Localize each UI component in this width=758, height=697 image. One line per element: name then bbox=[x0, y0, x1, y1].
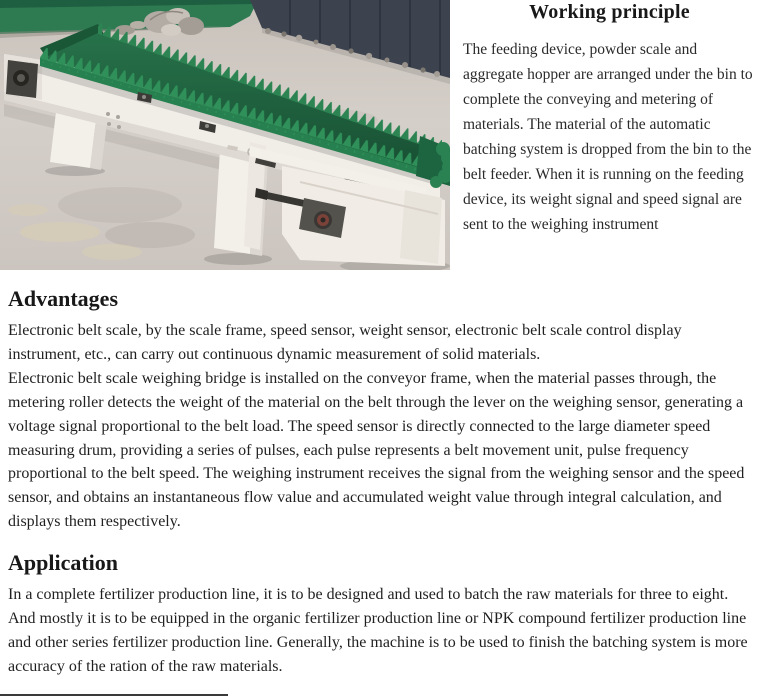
advantages-title: Advantages bbox=[8, 286, 119, 311]
belt-feeder-illustration bbox=[0, 0, 450, 270]
working-principle-column bbox=[461, 0, 758, 237]
description-sections bbox=[0, 286, 758, 679]
application-paragraph: In a complete fertilizer production line, it is to be designed and used to batch the raw materials for three to eight. And mostly it is to be equipped in the organic fertilizer production line or NPK compound fertilizer production line and other series fertilizer production line. Generally, the machine is to be used to finish the batching system is more accuracy of the ration of the raw materials. bbox=[8, 586, 748, 675]
application-title: Application bbox=[8, 550, 119, 576]
advantages-paragraph-2: Electronic belt scale weighing bridge is installed on the conveyor frame, when the material passes through, the metering roller detects the weight of the material on the belt through the lever on the weighing sensor, generating a voltage signal proportional to the belt load. The speed sensor is directly connected to the large diameter speed measuring drum, providing a series of pulses, each pulse represents a belt movement unit, pulse frequency proportional to the belt speed. The weighing instrument receives the signal from the weighing sensor and the speed sensor, and obtains an instantaneous flow value and accumulated weight value through integral calculation, and displays them respectively. bbox=[8, 369, 745, 531]
bottom-divider bbox=[0, 694, 228, 696]
working-principle-text: The feeding device, powder scale and aggregate hopper are arranged under the bin to complete the conveying and metering of materials. The material of the automatic batching system is dropped from the bin to the belt feeder. When it is running on the feeding device, its weight signal and speed signal are sent to the weighing instrument bbox=[463, 41, 753, 233]
top-section bbox=[0, 0, 758, 270]
working-principle-title: Working principle bbox=[529, 1, 690, 23]
product-photo bbox=[0, 0, 450, 270]
advantages-paragraph-1: Electronic belt scale, by the scale frame, speed sensor, weight sensor, electronic belt scale control display instrument, etc., can carry out continuous dynamic measurement of solid materials. bbox=[8, 322, 682, 363]
